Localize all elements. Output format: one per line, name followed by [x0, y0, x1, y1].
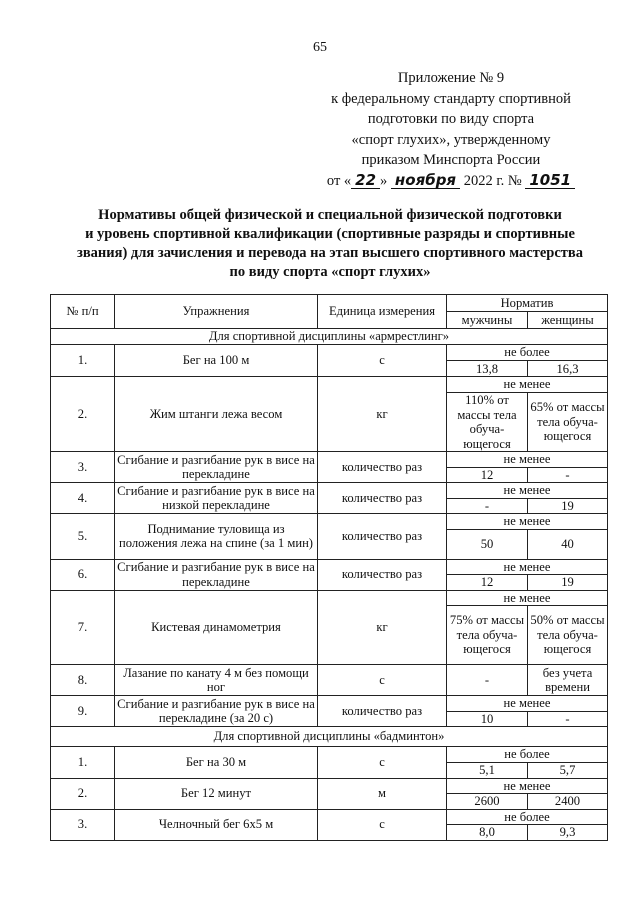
table-row — [51, 514, 608, 530]
row-exercise: Поднимание туловища из положения лежа на спине (за 1 мин) — [115, 514, 318, 560]
title-line: Нормативы общей физической и специальной физической подготовки — [98, 207, 562, 223]
row-exercise: Кистевая динамометрия — [115, 590, 318, 665]
row-num: 6. — [51, 559, 115, 590]
header-unit: Единица измерения — [318, 295, 447, 329]
women-value: 40 — [528, 529, 608, 559]
appendix-line: приказом Минспорта России — [361, 152, 541, 168]
women-value: 9,3 — [528, 825, 608, 841]
row-qualifier: не менее — [447, 778, 608, 794]
women-value: 16,3 — [528, 361, 608, 377]
row-num: 7. — [51, 590, 115, 665]
header-num: № п/п — [51, 295, 115, 329]
women-value: - — [528, 467, 608, 483]
row-qualifier: не менее — [447, 514, 608, 530]
women-value: 2400 — [528, 794, 608, 810]
year-text: 2022 г. № — [463, 172, 522, 189]
row-unit: с — [318, 747, 447, 779]
row-num: 8. — [51, 665, 115, 696]
appendix-block — [301, 68, 601, 191]
appendix-line: «спорт глухих», утвержденному — [351, 131, 551, 148]
row-unit: количество раз — [318, 483, 447, 514]
men-value: 12 — [447, 467, 528, 483]
row-exercise: Сгибание и разгибание рук в висе на перекладине (за 20 с) — [115, 696, 318, 727]
women-value: без учета времени — [528, 665, 608, 696]
header-women: женщины — [528, 312, 608, 329]
header-men: мужчины — [447, 312, 528, 329]
row-qualifier: не более — [447, 345, 608, 361]
table-row — [51, 345, 608, 361]
handwritten-month: ноября — [391, 172, 460, 189]
row-num: 1. — [51, 345, 115, 377]
row-exercise: Сгибание и разгибание рук в висе на перекладине — [115, 452, 318, 483]
row-exercise: Лазание по канату 4 м без помощи ног — [115, 665, 318, 696]
table-header-row — [51, 295, 608, 312]
men-value: 2600 — [447, 794, 528, 810]
row-qualifier: не менее — [447, 452, 608, 468]
appendix-line: Приложение № 9 — [397, 70, 505, 86]
men-value: 5,1 — [447, 763, 528, 779]
handwritten-order-number: 1051 — [525, 172, 575, 189]
table-row — [51, 696, 608, 712]
row-num: 2. — [51, 778, 115, 809]
section-row — [51, 329, 608, 345]
title-line: звания) для зачисления и перевода на этап высшего спортивного мастерства — [77, 245, 583, 261]
men-value: - — [447, 665, 528, 696]
row-unit: количество раз — [318, 696, 447, 727]
row-qualifier: не менее — [447, 377, 608, 393]
women-value: 19 — [528, 575, 608, 591]
date-mid: » — [380, 172, 388, 189]
row-unit: с — [318, 665, 447, 696]
row-num: 4. — [51, 483, 115, 514]
row-unit: количество раз — [318, 559, 447, 590]
women-value: 5,7 — [528, 763, 608, 779]
men-value: 50 — [447, 529, 528, 559]
men-value: - — [447, 498, 528, 514]
row-qualifier: не более — [447, 809, 608, 825]
section-row — [51, 727, 608, 747]
women-value: 65% от массы тела обуча-ющегося — [528, 393, 608, 452]
appendix-line: подготовки по виду спорта — [367, 111, 535, 127]
row-unit: количество раз — [318, 514, 447, 560]
row-num: 3. — [51, 809, 115, 840]
table-row — [51, 665, 608, 696]
row-exercise: Бег на 30 м — [115, 747, 318, 779]
handwritten-day: 22 — [351, 172, 380, 189]
row-qualifier: не менее — [447, 590, 608, 606]
row-exercise: Бег 12 минут — [115, 778, 318, 809]
title-line: по виду спорта «спорт глухих» — [229, 264, 431, 280]
men-value: 110% от массы тела обуча-ющегося — [447, 393, 528, 452]
men-value: 75% от массы тела обуча-ющегося — [447, 606, 528, 665]
row-unit: с — [318, 809, 447, 840]
table-row — [51, 452, 608, 468]
normatives-table — [50, 294, 608, 841]
row-exercise: Сгибание и разгибание рук в висе на низкой перекладине — [115, 483, 318, 514]
section-title: Для спортивной дисциплины «бадминтон» — [51, 727, 608, 747]
row-exercise: Сгибание и разгибание рук в висе на перекладине — [115, 559, 318, 590]
table-row — [51, 377, 608, 393]
section-title: Для спортивной дисциплины «армрестлинг» — [51, 329, 608, 345]
men-value: 13,8 — [447, 361, 528, 377]
row-num: 9. — [51, 696, 115, 727]
row-num: 5. — [51, 514, 115, 560]
row-unit: с — [318, 345, 447, 377]
appendix-date-line — [301, 171, 601, 192]
row-unit: кг — [318, 590, 447, 665]
row-unit: количество раз — [318, 452, 447, 483]
page-number: 65 — [313, 40, 327, 55]
row-qualifier: не менее — [447, 696, 608, 712]
header-exercise: Упражнения — [115, 295, 318, 329]
document-title — [60, 206, 600, 282]
women-value: 50% от массы тела обуча-ющегося — [528, 606, 608, 665]
row-qualifier: не менее — [447, 559, 608, 575]
men-value: 8,0 — [447, 825, 528, 841]
table-row — [51, 809, 608, 825]
appendix-line: к федеральному стандарту спортивной — [331, 90, 571, 107]
title-line: и уровень спортивной квалификации (спортивные разряды и спортивные — [85, 226, 575, 242]
row-num: 1. — [51, 747, 115, 779]
header-normative: Норматив — [447, 295, 608, 312]
row-unit: м — [318, 778, 447, 809]
row-exercise: Челночный бег 6х5 м — [115, 809, 318, 840]
row-exercise: Жим штанги лежа весом — [115, 377, 318, 452]
table-row — [51, 559, 608, 575]
table-row — [51, 483, 608, 499]
table-row — [51, 590, 608, 606]
row-num: 3. — [51, 452, 115, 483]
men-value: 10 — [447, 711, 528, 727]
row-unit: кг — [318, 377, 447, 452]
date-prefix: от « — [326, 172, 352, 189]
men-value: 12 — [447, 575, 528, 591]
row-qualifier: не более — [447, 747, 608, 763]
row-qualifier: не менее — [447, 483, 608, 499]
women-value: 19 — [528, 498, 608, 514]
row-num: 2. — [51, 377, 115, 452]
women-value: - — [528, 711, 608, 727]
table-row — [51, 747, 608, 763]
row-exercise: Бег на 100 м — [115, 345, 318, 377]
table-row — [51, 778, 608, 794]
